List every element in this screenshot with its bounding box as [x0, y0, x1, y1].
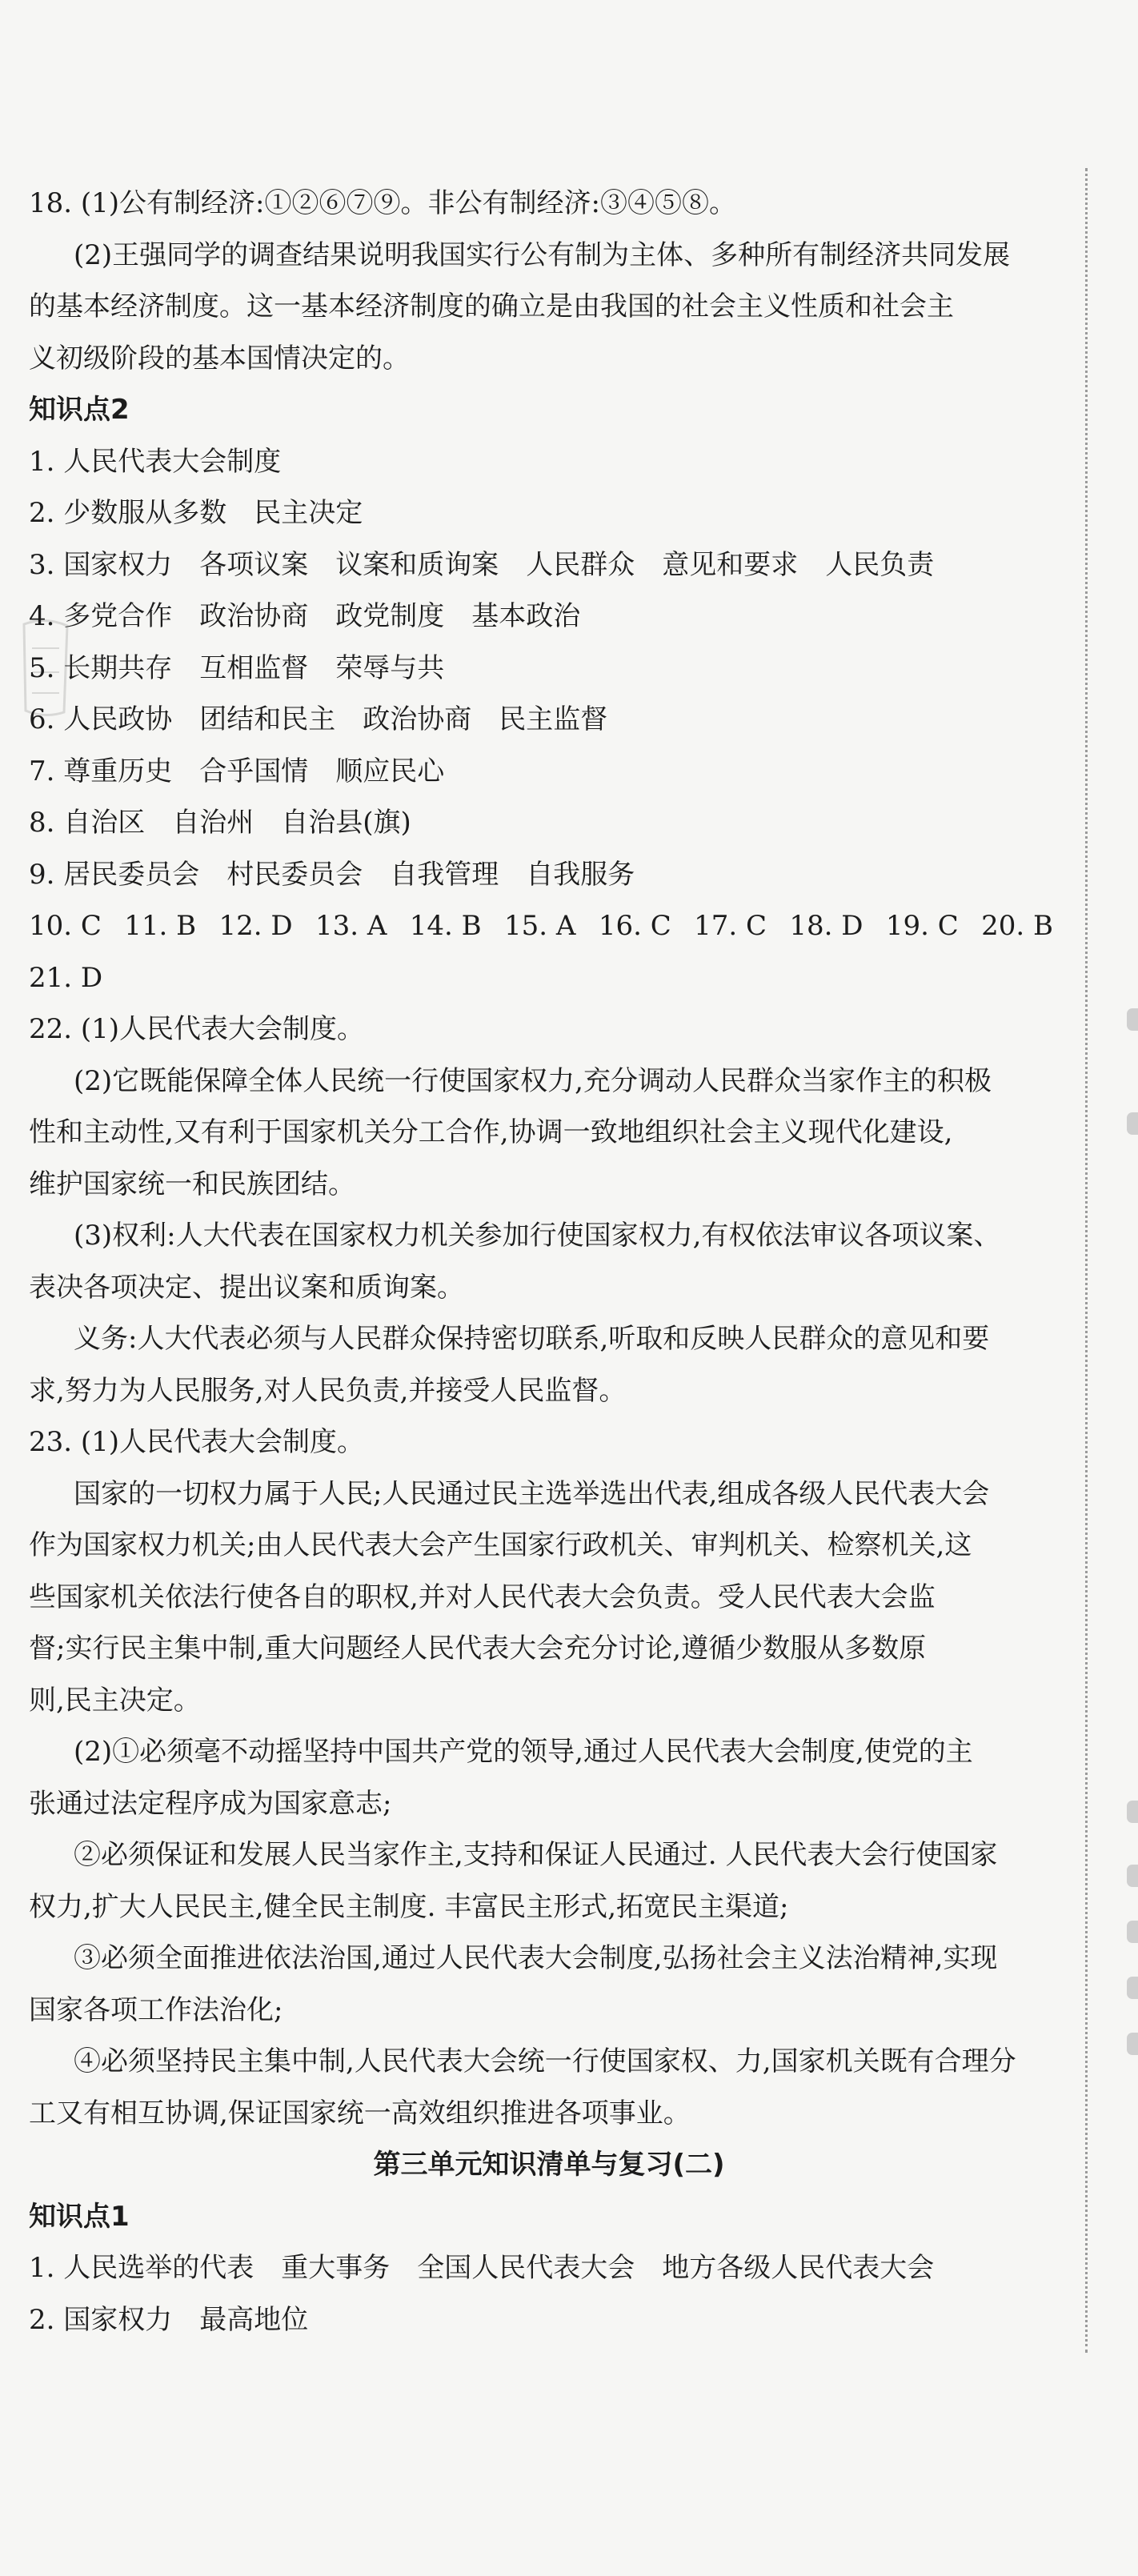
answer-item: 17. C [694, 910, 767, 942]
answer-item: 11. B [124, 910, 197, 942]
answer-page [29, 178, 1069, 2346]
answer-item: 10. C [29, 910, 102, 942]
answer-item: 14. B [409, 910, 482, 942]
text-line: (2)王强同学的调查结果说明我国实行公有制为主体、多种所有制经济共同发展 [74, 238, 1011, 271]
text-line: 22. (1)人民代表大会制度。 [29, 1013, 365, 1045]
section-heading: 知识点2 [29, 394, 130, 426]
answer-item: 12. D [218, 910, 293, 942]
text-line: 2. 少数服从多数 民主决定 [29, 497, 363, 529]
text-line: 5. 长期共存 互相监督 荣辱与共 [29, 651, 445, 684]
text-line: 3. 国家权力 各项议案 议案和质询案 人民群众 意见和要求 人民负责 [29, 548, 935, 581]
answer-item: 19. C [885, 910, 959, 942]
text-line: 义初级阶段的基本国情决定的。 [29, 342, 410, 375]
answer-item: 18. D [789, 910, 864, 942]
text-line: 求,努力为人民服务,对人民负责,并接受人民监督。 [29, 1374, 627, 1407]
answer-key-line [29, 900, 1069, 952]
edge-mark [1127, 1008, 1138, 1031]
text-line: ②必须保证和发展人民当家作主,支持和保证人民通过. 人民代表大会行使国家 [74, 1839, 998, 1871]
edge-mark [1127, 1865, 1138, 1887]
text-line: 1. 人民选举的代表 重大事务 全国人民代表大会 地方各级人民代表大会 [29, 2252, 935, 2284]
text-line: ③必须全面推进依法治国,通过人民代表大会制度,弘扬社会主义法治精神,实现 [74, 1942, 998, 1974]
margin-dotted-rule [1085, 168, 1088, 2353]
text-line: 张通过法定程序成为国家意志; [29, 1787, 392, 1820]
text-line: 国家各项工作法治化; [29, 1993, 283, 2026]
unit-title: 第三单元知识清单与复习(二) [373, 2149, 725, 2181]
text-line: 6. 人民政协 团结和民主 政治协商 民主监督 [29, 703, 608, 735]
answer-item: 16. C [598, 910, 671, 942]
edge-mark [1127, 1921, 1138, 1943]
section-heading: 知识点1 [29, 2200, 130, 2233]
text-line: 作为国家权力机关;由人民代表大会产生国家行政机关、审判机关、检察机关,这 [29, 1529, 972, 1561]
text-line: (2)①必须毫不动摇坚持中国共产党的领导,通过人民代表大会制度,使党的主 [74, 1736, 973, 1768]
answer-item: 20. B [981, 910, 1053, 942]
text-line: 8. 自治区 自治州 自治县(旗) [29, 807, 411, 839]
text-line: 维护国家统一和民族团结。 [29, 1168, 355, 1200]
edge-mark [1127, 1801, 1138, 1823]
text-line: 23. (1)人民代表大会制度。 [29, 1426, 365, 1458]
text-line: 18. (1)公有制经济:①②⑥⑦⑨。非公有制经济:③④⑤⑧。 [29, 187, 736, 219]
text-line: (2)它既能保障全体人民统一行使国家权力,充分调动人民群众当家作主的积极 [74, 1064, 992, 1097]
text-line: 性和主动性,又有利于国家机关分工合作,协调一致地组织社会主义现代化建设, [29, 1116, 953, 1148]
text-line: 则,民主决定。 [29, 1684, 201, 1717]
text-line: 的基本经济制度。这一基本经济制度的确立是由我国的社会主义性质和社会主 [29, 290, 954, 323]
answer-item: 15. A [504, 910, 576, 942]
text-line: 7. 尊重历史 合乎国情 顺应民心 [29, 755, 445, 787]
text-line: 9. 居民委员会 村民委员会 自我管理 自我服务 [29, 858, 635, 891]
text-line: 工又有相互协调,保证国家统一高效组织推进各项事业。 [29, 2097, 691, 2129]
edge-mark [1127, 1112, 1138, 1135]
text-line: 4. 多党合作 政治协商 政党制度 基本政治 [29, 600, 581, 632]
text-line: 督;实行民主集中制,重大问题经人民代表大会充分讨论,遵循少数服从多数原 [29, 1633, 927, 1665]
text-line: 1. 人民代表大会制度 [29, 445, 282, 478]
text-line: 些国家机关依法行使各自的职权,并对人民代表大会负责。受人民代表大会监 [29, 1580, 936, 1613]
edge-mark [1127, 2033, 1138, 2055]
text-line: 表决各项决定、提出议案和质询案。 [29, 1271, 464, 1304]
text-line: ④必须坚持民主集中制,人民代表大会统一行使国家权、力,国家机关既有合理分 [74, 2045, 1016, 2077]
text-line: 2. 国家权力 最高地位 [29, 2303, 309, 2336]
text-line: 义务:人大代表必须与人民群众保持密切联系,听取和反映人民群众的意见和要 [74, 1323, 990, 1355]
text-line: (3)权利:人大代表在国家权力机关参加行使国家权力,有权依法审议各项议案、 [74, 1220, 1001, 1252]
text-line: 权力,扩大人民民主,健全民主制度. 丰富民主形式,拓宽民主渠道; [29, 1890, 789, 1923]
answer-item: 13. A [315, 910, 387, 942]
text-line: 21. D [29, 961, 103, 994]
text-line: 国家的一切权力属于人民;人民通过民主选举选出代表,组成各级人民代表大会 [74, 1477, 990, 1510]
edge-mark [1127, 1977, 1138, 1999]
